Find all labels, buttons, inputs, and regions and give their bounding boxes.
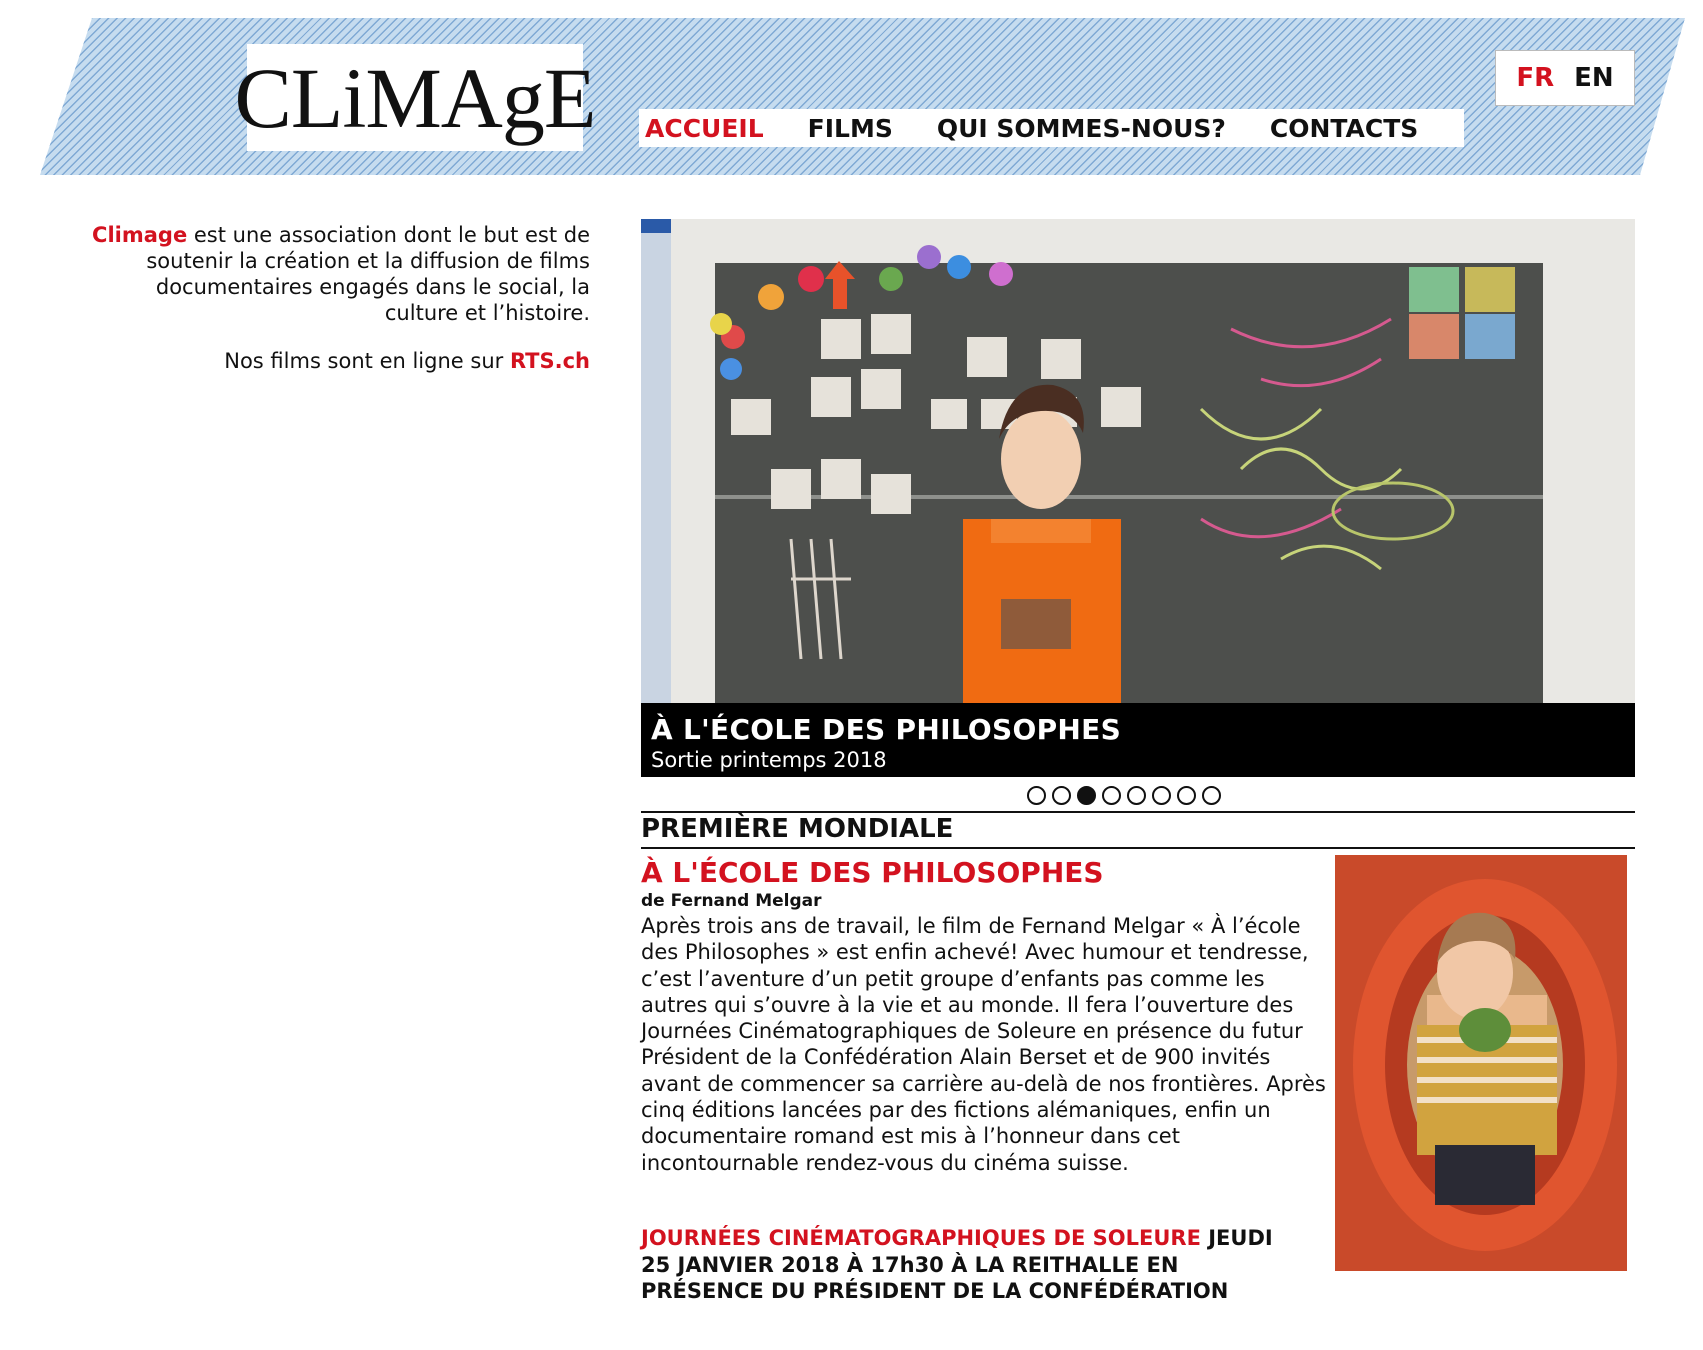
- slide-title: À L'ÉCOLE DES PHILOSOPHES: [651, 713, 1122, 746]
- slider-pagination: [1027, 786, 1227, 805]
- slider-dot-4[interactable]: [1102, 786, 1121, 805]
- logo-text: CLiMAgE: [234, 49, 596, 146]
- hero-slider[interactable]: [641, 219, 1635, 777]
- main-nav: [639, 109, 1464, 147]
- site-logo[interactable]: [234, 44, 596, 151]
- language-switcher: [1495, 50, 1635, 106]
- intro-description: est une association dont le but est de soutenir la création et la diffusion de films documentaires engagés dans le social, la culture et l’histoire.: [146, 223, 590, 325]
- nav-item-contacts[interactable]: CONTACTS: [1269, 113, 1419, 143]
- lang-fr[interactable]: FR: [1516, 63, 1555, 93]
- slider-dot-8[interactable]: [1202, 786, 1221, 805]
- slider-dot-1[interactable]: [1027, 786, 1046, 805]
- slider-dot-7[interactable]: [1177, 786, 1196, 805]
- article-event: [641, 1225, 1281, 1305]
- slide-subtitle: Sortie printemps 2018: [651, 748, 887, 772]
- nav-item-qui-sommes-nous[interactable]: QUI SOMMES-NOUS?: [936, 113, 1226, 143]
- slider-dot-5[interactable]: [1127, 786, 1146, 805]
- article-body: Après trois ans de travail, le film de Fernand Melgar « À l’école des Philosophes » est enfin achevé! Avec humour et tendresse, c’est l’aventure d’un petit groupe d’enfants pas comme les autres qui s’ouvre à la vie et au monde. Il fera l’ouverture des Journées Cinématographiques de Soleure en présence du futur Président de la Confédération Alain Berset et de 900 invités avant de commencer sa carrière au-delà de nos frontières. Après cinq éditions lancées par des fictions alémaniques, enfin un documentaire romand est mis à l’honneur dans cet incontournable rendez-vous du cinéma suisse.: [641, 914, 1326, 1175]
- slider-dot-3[interactable]: [1077, 786, 1096, 805]
- lang-en[interactable]: EN: [1574, 63, 1614, 93]
- divider-bottom: [641, 847, 1635, 849]
- nav-item-accueil[interactable]: ACCUEIL: [645, 113, 764, 143]
- divider-top: [641, 811, 1635, 813]
- article-author: de Fernand Melgar: [641, 891, 822, 911]
- article-image[interactable]: [1335, 855, 1627, 1271]
- intro-brand: Climage: [92, 223, 188, 247]
- intro-online-prefix: Nos films sont en ligne sur: [224, 349, 510, 373]
- slider-dot-2[interactable]: [1052, 786, 1071, 805]
- section-heading: PREMIÈRE MONDIALE: [641, 814, 954, 844]
- event-festival: JOURNÉES CINÉMATOGRAPHIQUES DE SOLEURE: [641, 1226, 1201, 1250]
- article-title[interactable]: À L'ÉCOLE DES PHILOSOPHES: [641, 856, 1104, 889]
- intro-online: [90, 348, 590, 374]
- event-details: JEUDI 25 JANVIER 2018 À 17h30 À LA REITHALLE EN PRÉSENCE DU PRÉSIDENT DE LA CONFÉDÉRATION: [641, 1226, 1273, 1303]
- slide-caption: [641, 703, 1635, 777]
- nav-item-films[interactable]: FILMS: [807, 113, 893, 143]
- rts-link[interactable]: RTS.ch: [509, 349, 590, 373]
- slide-image: [641, 219, 1635, 703]
- intro-text: [90, 222, 590, 396]
- intro-paragraph: [90, 222, 590, 326]
- slider-dot-6[interactable]: [1152, 786, 1171, 805]
